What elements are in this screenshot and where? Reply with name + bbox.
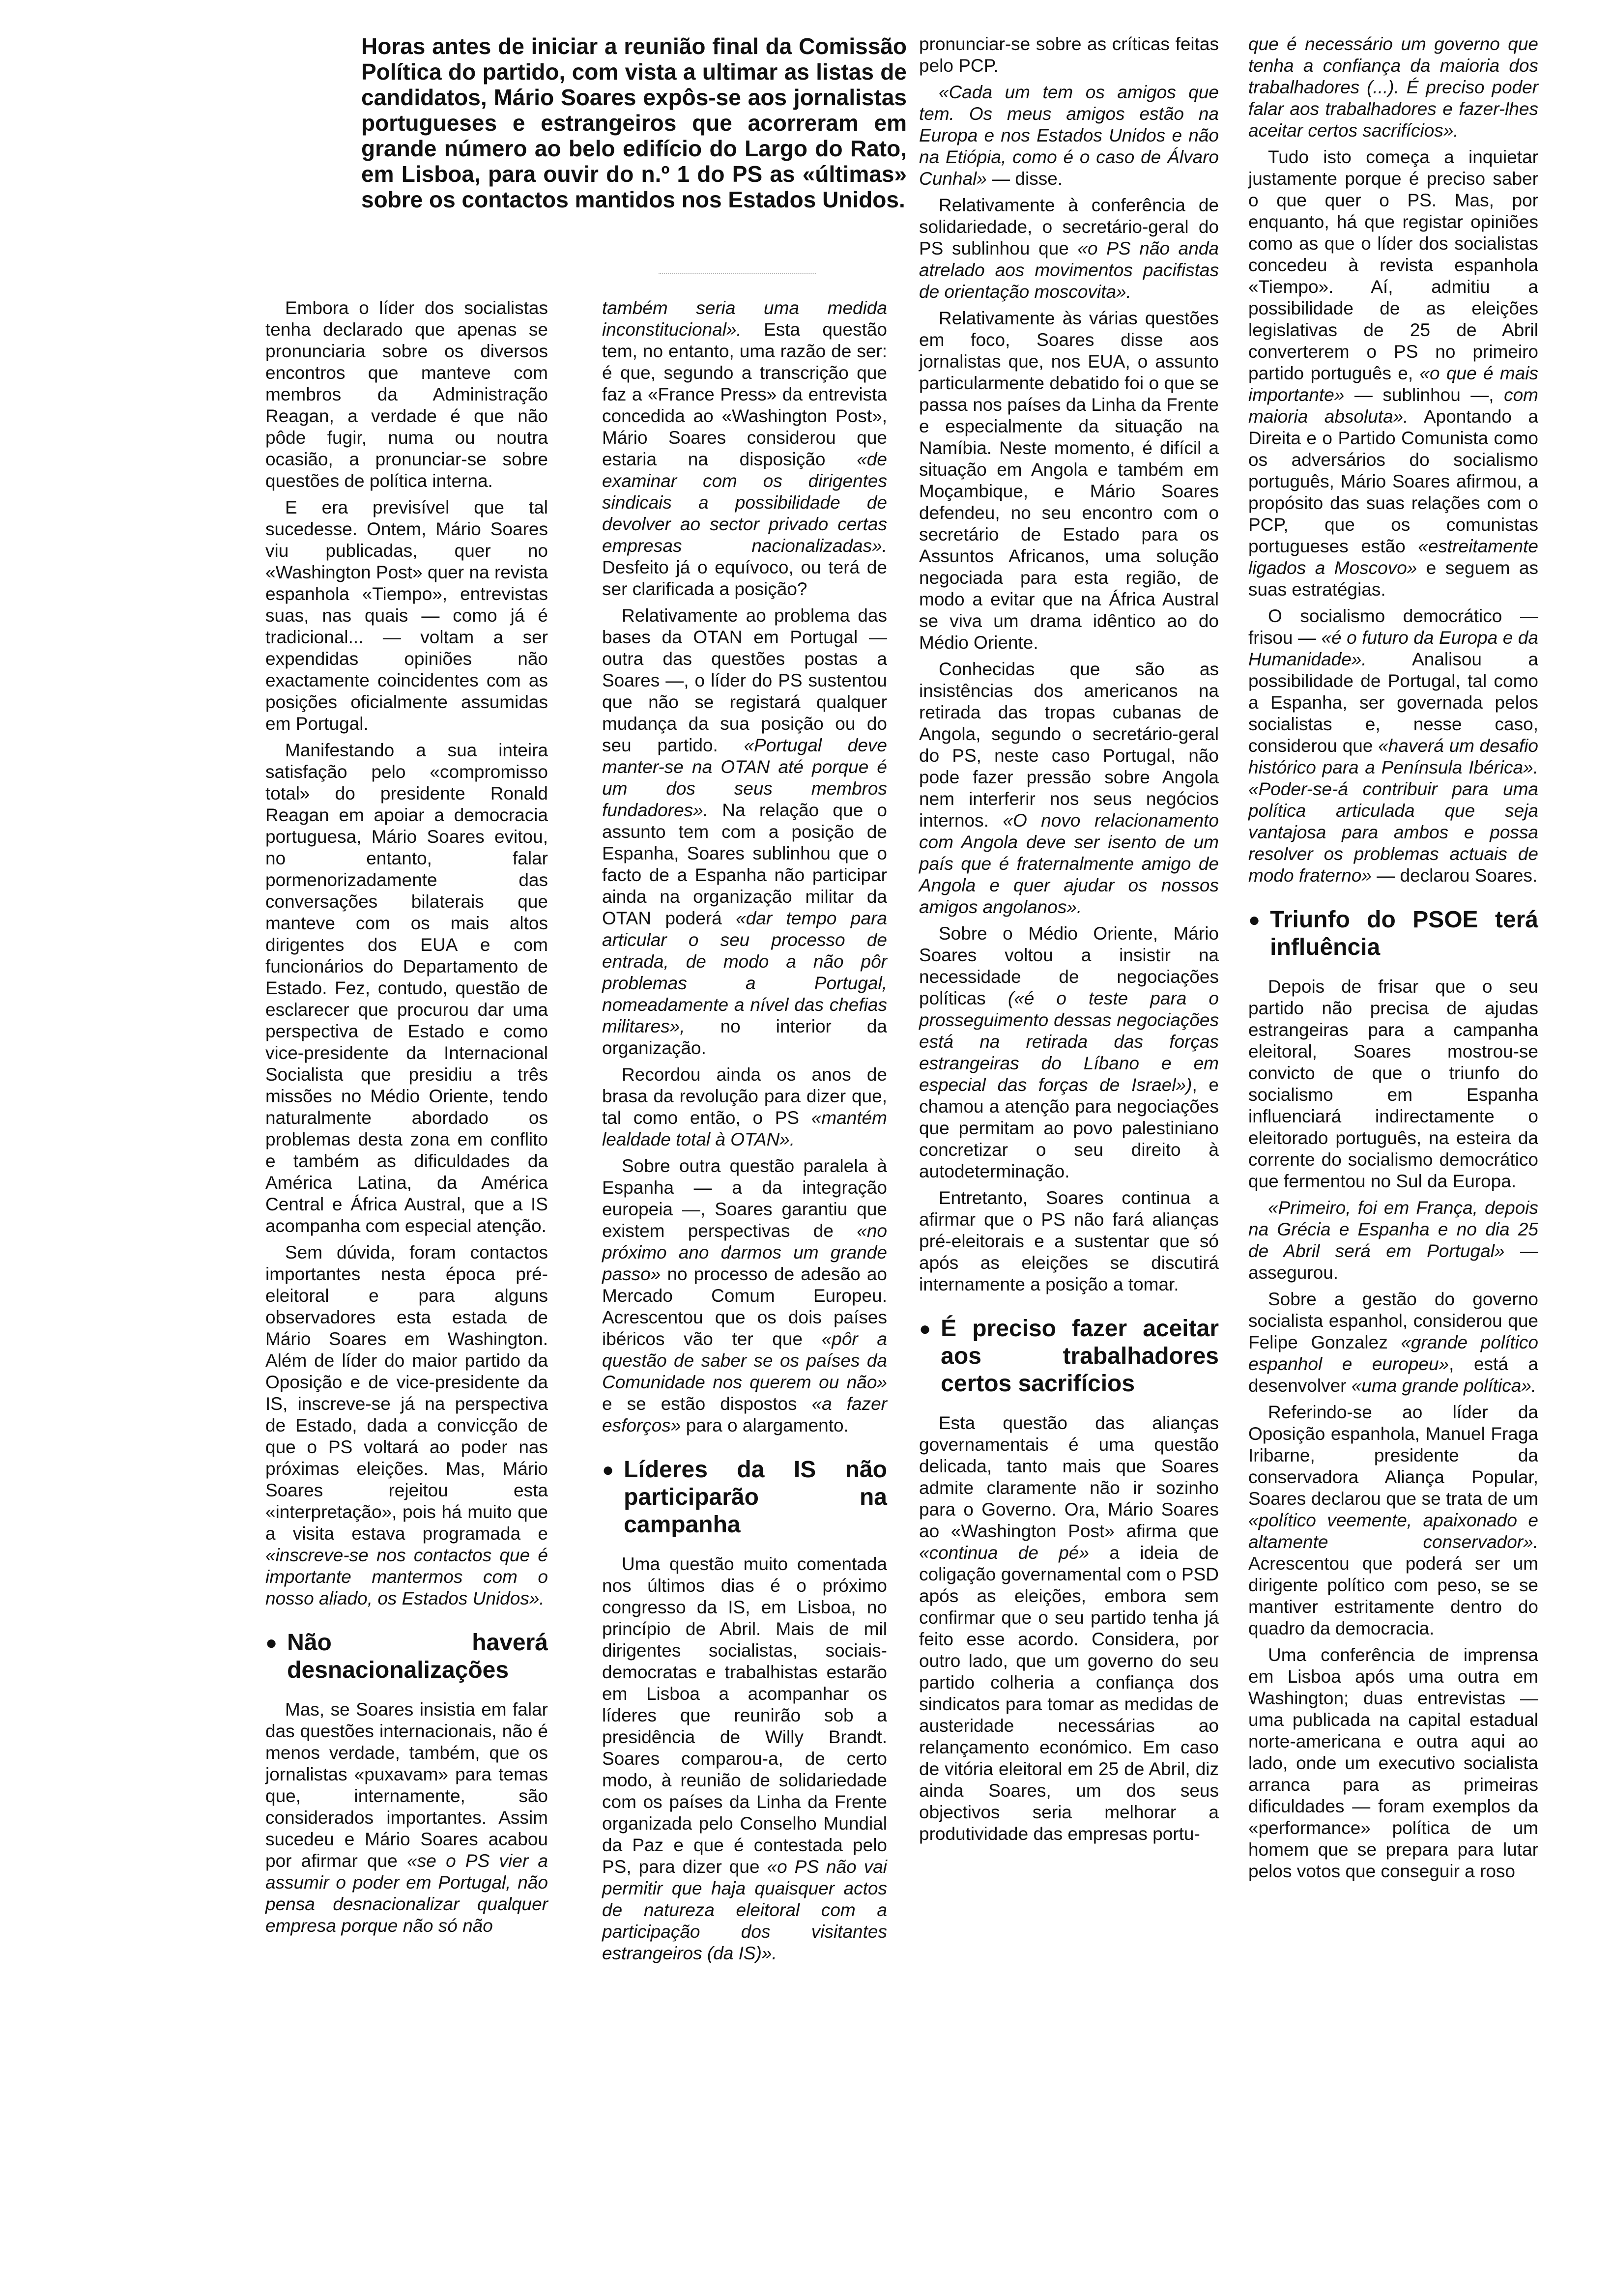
paragraph: Sobre o Médio Oriente, Mário Soares voltou a insistir na necessidade de negociações políticas («é o teste para o prosseguimento dessas negociações está na retirada das forças estrangeiras do Líbano e em especial das forças de Israel»), e chamou a atenção para negociações que permitam ao povo palestiniano concretizar o seu direito à autodeterminação.: [919, 923, 1219, 1181]
subheading: ● É preciso fazer aceitar aos trabalhadores certos sacrifícios: [919, 1316, 1219, 1397]
paragraph: Relativamente à conferência de solidariedade, o secretário-geral do PS sublinhou que «o PS não anda atrelado aos movimentos pacifistas de orientação moscovita».: [919, 195, 1219, 302]
paragraph: pronunciar-se sobre as críticas feitas pelo PCP.: [919, 34, 1219, 76]
paragraph: O socialismo democrático — frisou — «é o futuro da Europa e da Humanidade». Analisou a possibilidade de Portugal, tal como a Espanha, ser governada pelos socialistas e, nesse caso, considerou que «haverá um desafio histórico para a Península Ibérica». «Poder-se-á contribuir para uma política articulada que seja vantajosa para ambos e possa resolver os problemas actuais de modo fraterno» — declarou Soares.: [1248, 606, 1538, 886]
paragraph: Uma questão muito comentada nos últimos dias é o próximo congresso da IS, em Lisboa, no princípio de Abril. Mais de mil dirigentes socialistas, sociais-democratas e trabalhistas estarão em Lisboa a acompanhar os líderes que reunirão sob a presidência de Willy Brandt. Soares comparou-a, de certo modo, à reunião de solidariedade com os países da Linha da Frente organizada pelo Conselho Mundial da Paz e que é contestada pelo PS, para dizer que «o PS não vai permitir que haja quaisquer actos de natureza eleitoral com a participação dos visitantes estrangeiros (da IS)».: [602, 1554, 887, 1963]
paragraph: Conhecidas que são as insistências dos americanos na retirada das tropas cubanas de Angola, segundo o secretário-geral do PS, neste caso Portugal, não pode fazer pressão sobre Angola nem interferir nos seus negócios internos. «O novo relacionamento com Angola deve ser isento de um país que é fraternalmente amigo de Angola e quer ajudar os nossos amigos angolanos».: [919, 659, 1219, 917]
paragraph: também seria uma medida inconstitucional». Esta questão tem, no entanto, uma razão de ser: é que, segundo a transcrição que faz a «France Press» da entrevista concedida ao «Washington Post», Mário Soares considerou que estaria na disposição «de examinar com os dirigentes sindicais a possibilidade de devolver ao sector privado certas empresas nacionalizadas». Desfeito já o equívoco, ou terá de ser clarificada a posição?: [602, 298, 887, 599]
paragraph: Recordou ainda os anos de brasa da revolução para dizer que, tal como então, o PS «mantém lealdade total à OTAN».: [602, 1064, 887, 1149]
column-3: [919, 33, 1219, 1850]
paragraph: Embora o líder dos socialistas tenha declarado que apenas se pronunciaria sobre os diversos encontros que manteve com membros da Administração Reagan, a verdade é que não pôde fugir, numa ou noutra ocasião, a pronunciar-se sobre questões de política interna.: [265, 298, 548, 491]
column-4: [1248, 33, 1538, 1887]
paragraph: Uma conferência de imprensa em Lisboa após uma outra em Washington; duas entrevistas — uma publicada na capital estadual norte-americana e outra aqui ao lado, onde um executivo socialista arranca para as primeiras dificuldades — foram exemplos da «performance» política de um homem que se prepara para lutar pelos votos que conseguir a roso: [1248, 1645, 1538, 1881]
lead-paragraph: Horas antes de iniciar a reunião final da Comissão Política do partido, com vista a ultimar as listas de candidatos, Mário Soares expôs-se aos jornalistas portugueses e estrangeiros que acorreram em grande número ao belo edifício do Largo do Rato, em Lisboa, para ouvir do n.º 1 do PS as «últimas» sobre os contactos mantidos nos Estados Unidos.: [361, 33, 907, 212]
column-2: [602, 297, 887, 1969]
subheading: ● Líderes da IS não participarão na campanha: [602, 1457, 887, 1538]
paragraph: Tudo isto começa a inquietar justamente porque é preciso saber o que quer o PS. Mas, por enquanto, há que registar opiniões como as que o líder dos socialistas concedeu à revista espanhola «Tiempo». Aí, admitiu a possibilidade de as eleições legislativas de 25 de Abril converterem o PS no primeiro partido português e, «o que é mais importante» — sublinhou —, com maioria absoluta». Apontando a Direita e o Partido Comunista como os adversários do socialismo português, Mário Soares afirmou, a propósito das suas relações com o PCP, que os comunistas portugueses estão «estreitamente ligados a Moscovo» e seguem as suas estratégias.: [1248, 147, 1538, 600]
paragraph: Manifestando a sua inteira satisfação pelo «compromisso total» do presidente Ronald Reagan em apoiar a democracia portuguesa, Mário Soares evitou, no entanto, falar pormenorizadamente das conversações bilaterais que manteve com os mais altos dirigentes dos EUA e com funcionários do Departamento de Estado. Fez, contudo, questão de esclarecer que procurou dar uma perspectiva de Estado e como vice-presidente da Internacional Socialista que presidiu a três missões no Médio Oriente, tendo naturalmente abordado os problemas desta zona em conflito e também as dificuldades da América Latina, da América Central e África Austral, que a IS acompanha com especial atenção.: [265, 740, 548, 1236]
paragraph: Relativamente às várias questões em foco, Soares disse aos jornalistas que, nos EUA, o assunto particularmente debatido foi o que se passa nos países da Linha da Frente e especialmente da situação na Namíbia. Neste momento, é difícil a situação em Angola e também em Moçambique, e Mário Soares defendeu, no seu encontro com o secretário de Estado para os Assuntos Africanos, uma solução negociada para esta região, de modo a evitar que na África Austral se viva um drama idêntico ao do Médio Oriente.: [919, 308, 1219, 653]
bullet-icon: ●: [265, 1632, 278, 1654]
paragraph: Sobre outra questão paralela à Espanha — a da integração europeia —, Soares garantiu que existem perspectivas de «no próximo ano darmos um grande passo» no processo de adesão ao Mercado Comum Europeu. Acrescentou que os dois países ibéricos vão ter que «pôr a questão de saber se os países da Comunidade nos querem ou não» e se estão dispostos «a fazer esforços» para o alargamento.: [602, 1156, 887, 1435]
bullet-icon: ●: [919, 1318, 931, 1340]
paragraph: «Cada um tem os amigos que tem. Os meus amigos estão na Europa e nos Estados Unidos e não na Etiópia, como é o caso de Álvaro Cunhal» — disse.: [919, 82, 1219, 189]
paragraph: E era previsível que tal sucedesse. Ontem, Mário Soares viu publicadas, quer no «Washington Post» quer na revista espanhola «Tiempo», entrevistas suas, nas quais — como já é tradicional... — voltam a ser expendidas opiniões não exactamente coincidentes com as posições oficialmente assumidas em Portugal.: [265, 497, 548, 734]
paragraph: Depois de frisar que o seu partido não precisa de ajudas estrangeiras para a campanha eleitoral, Soares mostrou-se convicto de que o triunfo do socialismo em Espanha influenciará indirectamente o eleitorado português, na esteira da corrente do socialismo democrático que fermentou no Sul da Europa.: [1248, 976, 1538, 1191]
scratch-marks: [659, 273, 816, 293]
subheading: ● Não haverá desnacionalizações: [265, 1630, 548, 1683]
bullet-icon: ●: [602, 1459, 614, 1481]
paragraph: Esta questão das alianças governamentais é uma questão delicada, tanto mais que Soares admite claramente não ir sozinho para o Governo. Ora, Mário Soares ao «Washington Post» afirma que «continua de pé» a ideia de coligação governamental com o PSD após as eleições, embora sem confirmar que o seu partido tenha já feito esse acordo. Considera, por outro lado, que um governo do seu partido colheria a confiança dos sindicatos para tomar as medidas de austeridade necessárias ao relançamento económico. Em caso de vitória eleitoral em 25 de Abril, diz ainda Soares, um dos seus objectivos seria melhorar a produtividade das empresas portu-: [919, 1413, 1219, 1844]
paragraph: «Primeiro, foi em França, depois na Grécia e Espanha e no dia 25 de Abril será em Portugal» — assegurou.: [1248, 1198, 1539, 1283]
bullet-icon: ●: [1248, 909, 1261, 931]
column-1: [265, 297, 548, 1942]
paragraph: Entretanto, Soares continua a afirmar que o PS não fará alianças pré-eleitorais e a sustentar que só após as eleições se discutirá internamente a posição a tomar.: [919, 1188, 1219, 1294]
paragraph: Sem dúvida, foram contactos importantes nesta época pré-eleitoral e para alguns observadores esta estada de Mário Soares em Washington. Além de líder do maior partido da Oposição e de vice-presidente da IS, inscreve-se já na perspectiva de Estado, dada a convicção de que o PS voltará ao poder nas próximas eleições. Mas, Mário Soares rejeitou esta «interpretação», pois há muito que a visita estava programada e «inscreve-se nos contactos que é importante mantermos com o nosso aliado, os Estados Unidos».: [265, 1242, 548, 1608]
subheading: ● Triunfo do PSOE terá influência: [1248, 907, 1538, 960]
paragraph: Mas, se Soares insistia em falar das questões internacionais, não é menos verdade, também, que os jornalistas «puxavam» para temas que, internamente, são considerados importantes. Assim sucedeu e Mário Soares acabou por afirmar que «se o PS vier a assumir o poder em Portugal, não pensa desnacionalizar qualquer empresa porque não só não: [265, 1699, 548, 1936]
paragraph: que é necessário um governo que tenha a confiança da maioria dos trabalhadores (...). É preciso poder falar aos trabalhadores e fazer-lhes aceitar certos sacrifícios».: [1248, 34, 1538, 141]
paragraph: Referindo-se ao líder da Oposição espanhola, Manuel Fraga Iribarne, presidente da conservadora Aliança Popular, Soares declarou que se trata de um «político veemente, apaixonado e altamente conservador». Acrescentou que poderá ser um dirigente político com peso, se se mantiver estritamente dentro do quadro da democracia.: [1248, 1402, 1538, 1638]
paragraph: Sobre a gestão do governo socialista espanhol, considerou que Felipe Gonzalez «grande político espanhol e europeu», está a desenvolver «uma grande política».: [1248, 1289, 1538, 1396]
paragraph: Relativamente ao problema das bases da OTAN em Portugal — outra das questões postas a Soares —, o líder do PS sustentou que não se registará qualquer mudança da sua posição ou do seu partido. «Portugal deve manter-se na OTAN até porque é um dos seus membros fundadores». Na relação que o assunto tem com a posição de Espanha, Soares sublinhou que o facto de a Espanha não participar ainda na organização militar da OTAN poderá «dar tempo para articular o seu processo de entrada, de modo a não pôr problemas a Portugal, nomeadamente a nível das chefias militares», no interior da organização.: [602, 605, 887, 1058]
